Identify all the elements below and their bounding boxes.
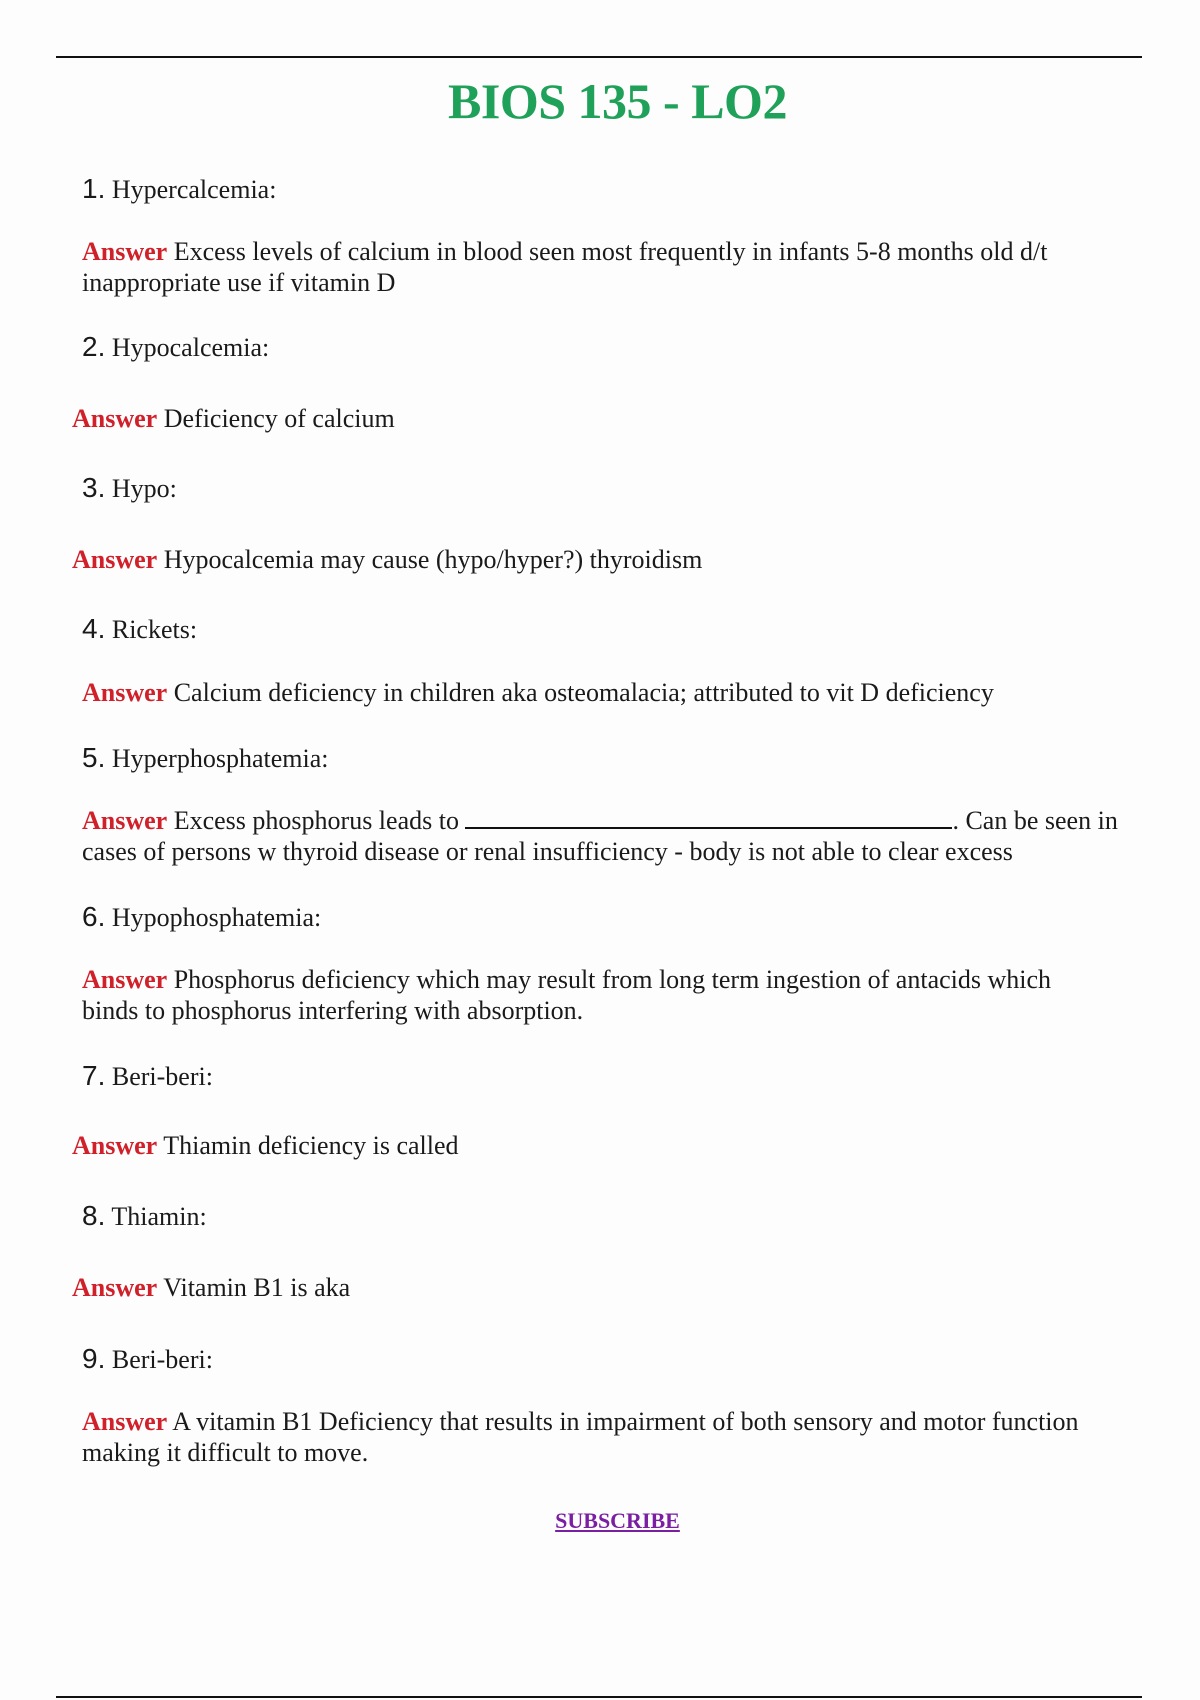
question-number: 5. (82, 742, 106, 773)
answer-text: Calcium deficiency in children aka osteomalacia; attributed to vit D deficiency (173, 678, 994, 707)
answer-label: Answer (72, 1273, 158, 1302)
answer-label: Answer (82, 965, 168, 994)
question-text: Hypo: (111, 474, 177, 503)
answer-4 (82, 677, 1132, 708)
answer-text: Hypocalcemia may cause (hypo/hyper?) thyroidism (163, 545, 703, 574)
question-8 (82, 1201, 207, 1232)
question-number: 8. (82, 1200, 106, 1231)
answer-9 (82, 1406, 1082, 1468)
question-5 (82, 743, 328, 774)
question-number: 9. (82, 1343, 106, 1374)
question-text: Hypercalcemia: (111, 175, 277, 204)
question-text: Hypophosphatemia: (111, 903, 322, 932)
question-text: Beri-beri: (111, 1062, 213, 1091)
question-9 (82, 1344, 213, 1375)
answer-3 (72, 544, 1122, 575)
answer-text-start: Excess phosphorus leads to (173, 806, 459, 835)
question-number: 2. (82, 331, 106, 362)
question-text: Hypocalcemia: (111, 333, 270, 362)
question-1 (82, 174, 276, 205)
answer-text: Excess levels of calcium in blood seen most frequently in infants 5-8 months old d/t inappropriate use if vitamin D (82, 237, 1048, 297)
answer-text: Vitamin B1 is aka (163, 1273, 351, 1302)
answer-text: Deficiency of calcium (163, 404, 395, 433)
answer-text: Phosphorus deficiency which may result from long term ingestion of antacids which binds to phosphorus interfering with absorption. (82, 965, 1052, 1025)
answer-1 (82, 236, 1122, 298)
question-number: 6. (82, 901, 106, 932)
answer-label: Answer (82, 678, 168, 707)
question-text: Rickets: (111, 615, 198, 644)
question-number: 4. (82, 613, 106, 644)
answer-text-end: . Can be seen in cases of persons w thyroid disease or renal insufficiency - body is not able to clear excess (82, 806, 1118, 866)
question-text: Hyperphosphatemia: (111, 744, 329, 773)
question-6 (82, 902, 321, 933)
question-3 (82, 473, 177, 504)
answer-7 (72, 1130, 1122, 1161)
answer-text: A vitamin B1 Deficiency that results in impairment of both sensory and motor function making it difficult to move. (82, 1407, 1079, 1467)
question-7 (82, 1061, 213, 1092)
question-number: 1. (82, 173, 106, 204)
top-rule (56, 56, 1142, 58)
question-number: 3. (82, 472, 106, 503)
answer-5 (82, 805, 1142, 867)
fill-in-blank (465, 805, 952, 829)
question-2 (82, 332, 269, 363)
answer-label: Answer (82, 806, 168, 835)
question-text: Thiamin: (111, 1202, 207, 1231)
bottom-rule (56, 1696, 1142, 1698)
question-number: 7. (82, 1060, 106, 1091)
answer-label: Answer (72, 404, 158, 433)
question-text: Beri-beri: (111, 1345, 213, 1374)
answer-label: Answer (82, 1407, 168, 1436)
answer-8 (72, 1272, 1122, 1303)
answer-label: Answer (82, 237, 168, 266)
answer-label: Answer (72, 1131, 158, 1160)
answer-text: Thiamin deficiency is called (163, 1131, 459, 1160)
question-4 (82, 614, 197, 645)
answer-2 (72, 403, 1122, 434)
page-title: BIOS 135 - LO2 (448, 73, 787, 129)
subscribe-link[interactable]: SUBSCRIBE (555, 1508, 680, 1533)
answer-6 (82, 964, 1082, 1026)
answer-label: Answer (72, 545, 158, 574)
